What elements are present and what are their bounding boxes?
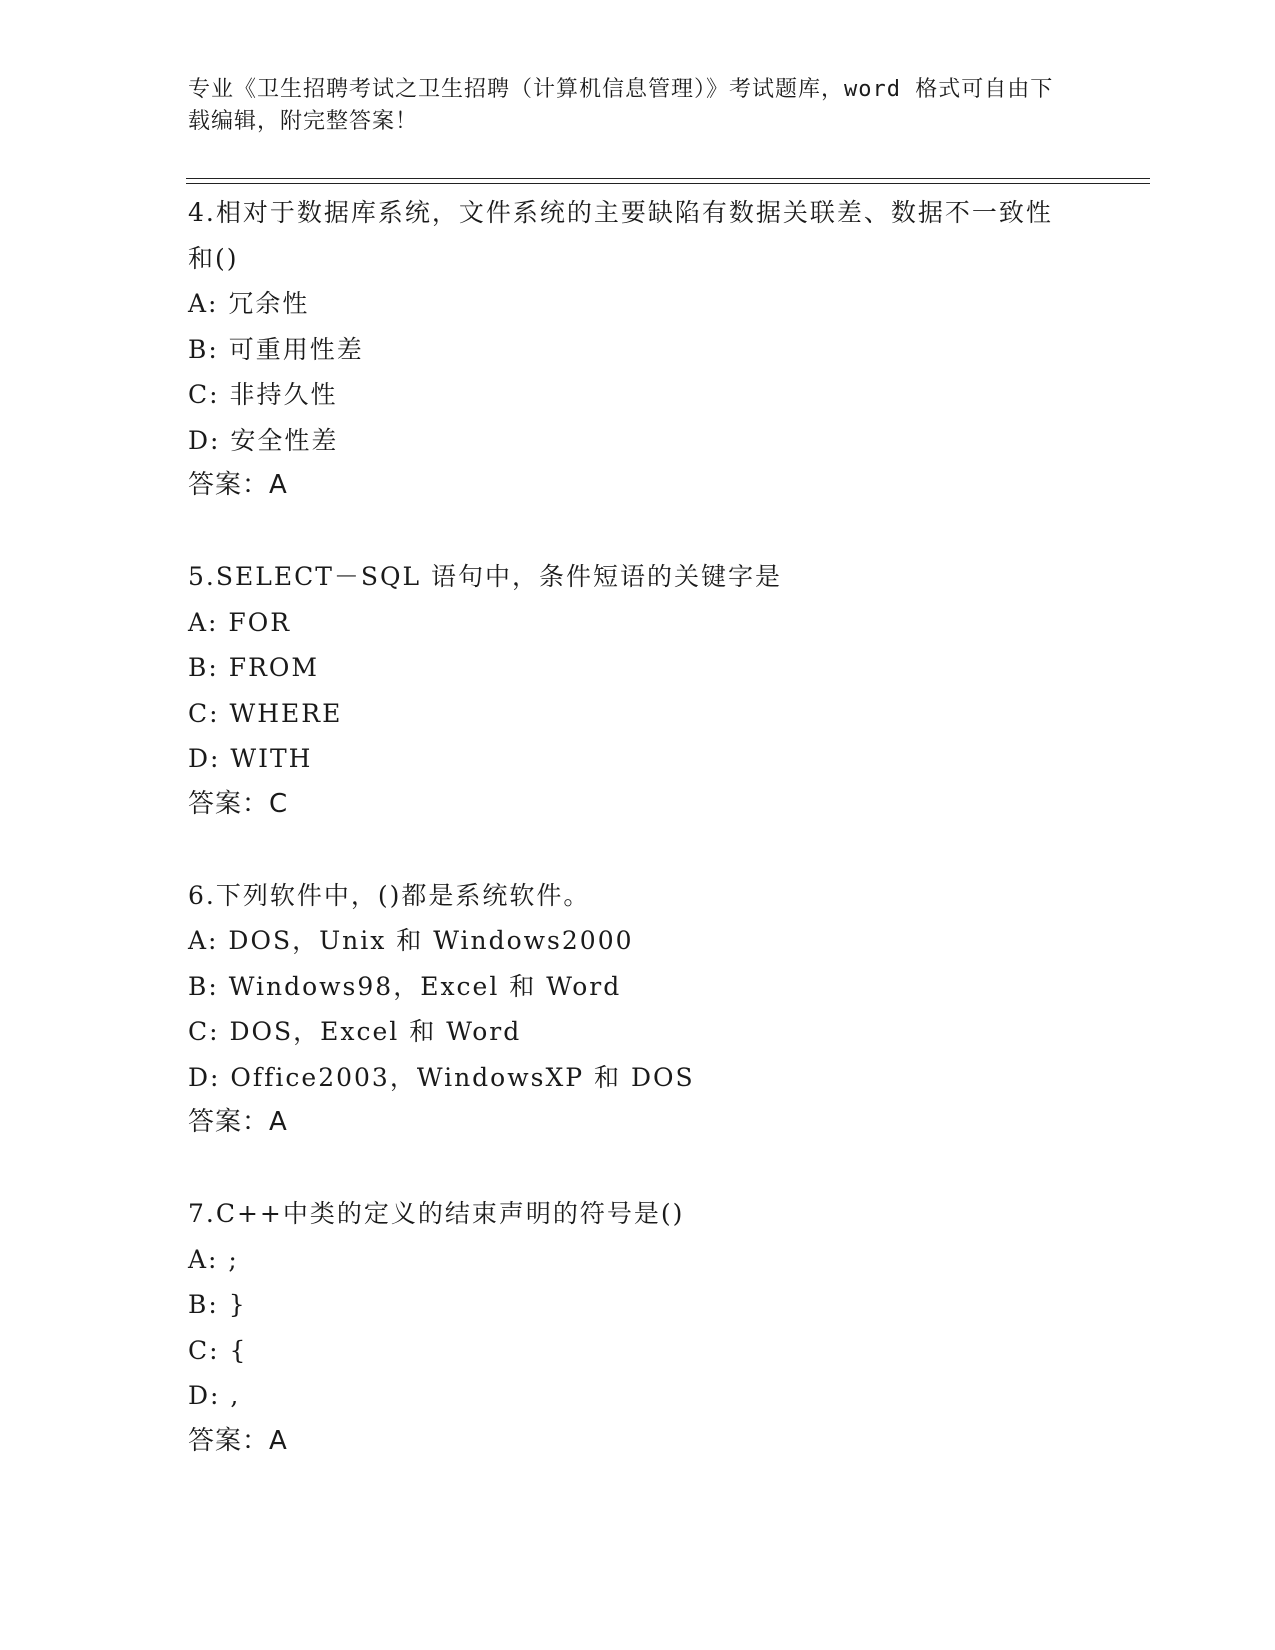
option-d: D: 安全性差 xyxy=(188,425,339,455)
option-b: B: Windows98，Excel 和 Word xyxy=(188,971,622,1001)
option-a: A: FOR xyxy=(188,607,292,637)
answer-label: 答案：A xyxy=(188,470,288,500)
question-7 xyxy=(188,1191,1088,1464)
option-c: C: DOS，Excel 和 Word xyxy=(188,1017,522,1046)
question-stem: 6.下列软件中，()都是系统软件。 xyxy=(188,880,591,910)
option-c: C: WHERE xyxy=(188,698,343,728)
option-a: A: 冗余性 xyxy=(188,289,310,318)
question-6 xyxy=(188,873,1088,1146)
option-a: A: ; xyxy=(188,1244,239,1274)
question-5 xyxy=(188,554,1088,827)
option-d: D: WITH xyxy=(188,744,313,773)
answer-label: 答案：A xyxy=(188,1425,288,1456)
header-divider-bottom xyxy=(186,183,1150,184)
option-b: B: 可重用性差 xyxy=(188,334,364,364)
option-d: D: , xyxy=(188,1381,241,1410)
option-b: B: } xyxy=(188,1290,247,1319)
question-list xyxy=(188,190,1088,1464)
option-d: D: Office2003，WindowsXP 和 DOS xyxy=(188,1062,695,1092)
option-b: B: FROM xyxy=(188,653,320,682)
option-a: A: DOS，Unix 和 Windows2000 xyxy=(188,926,634,955)
question-4 xyxy=(188,190,1088,509)
document-header: 专业《卫生招聘考试之卫生招聘（计算机信息管理）》考试题库，word 格式可自由下载编辑，附完整答案！ xyxy=(188,77,1054,134)
question-stem: 5.SELECT－SQL 语句中，条件短语的关键字是 xyxy=(188,562,783,591)
question-stem: 7.C++中类的定义的结束声明的符号是() xyxy=(188,1199,685,1228)
option-c: C: 非持久性 xyxy=(188,380,338,409)
question-stem: 4.相对于数据库系统，文件系统的主要缺陷有数据关联差、数据不一致性和() xyxy=(188,198,1053,273)
option-c: C: { xyxy=(188,1335,248,1365)
answer-label: 答案：C xyxy=(188,788,289,819)
header-divider-top xyxy=(186,178,1150,179)
answer-label: 答案：A xyxy=(188,1107,288,1137)
